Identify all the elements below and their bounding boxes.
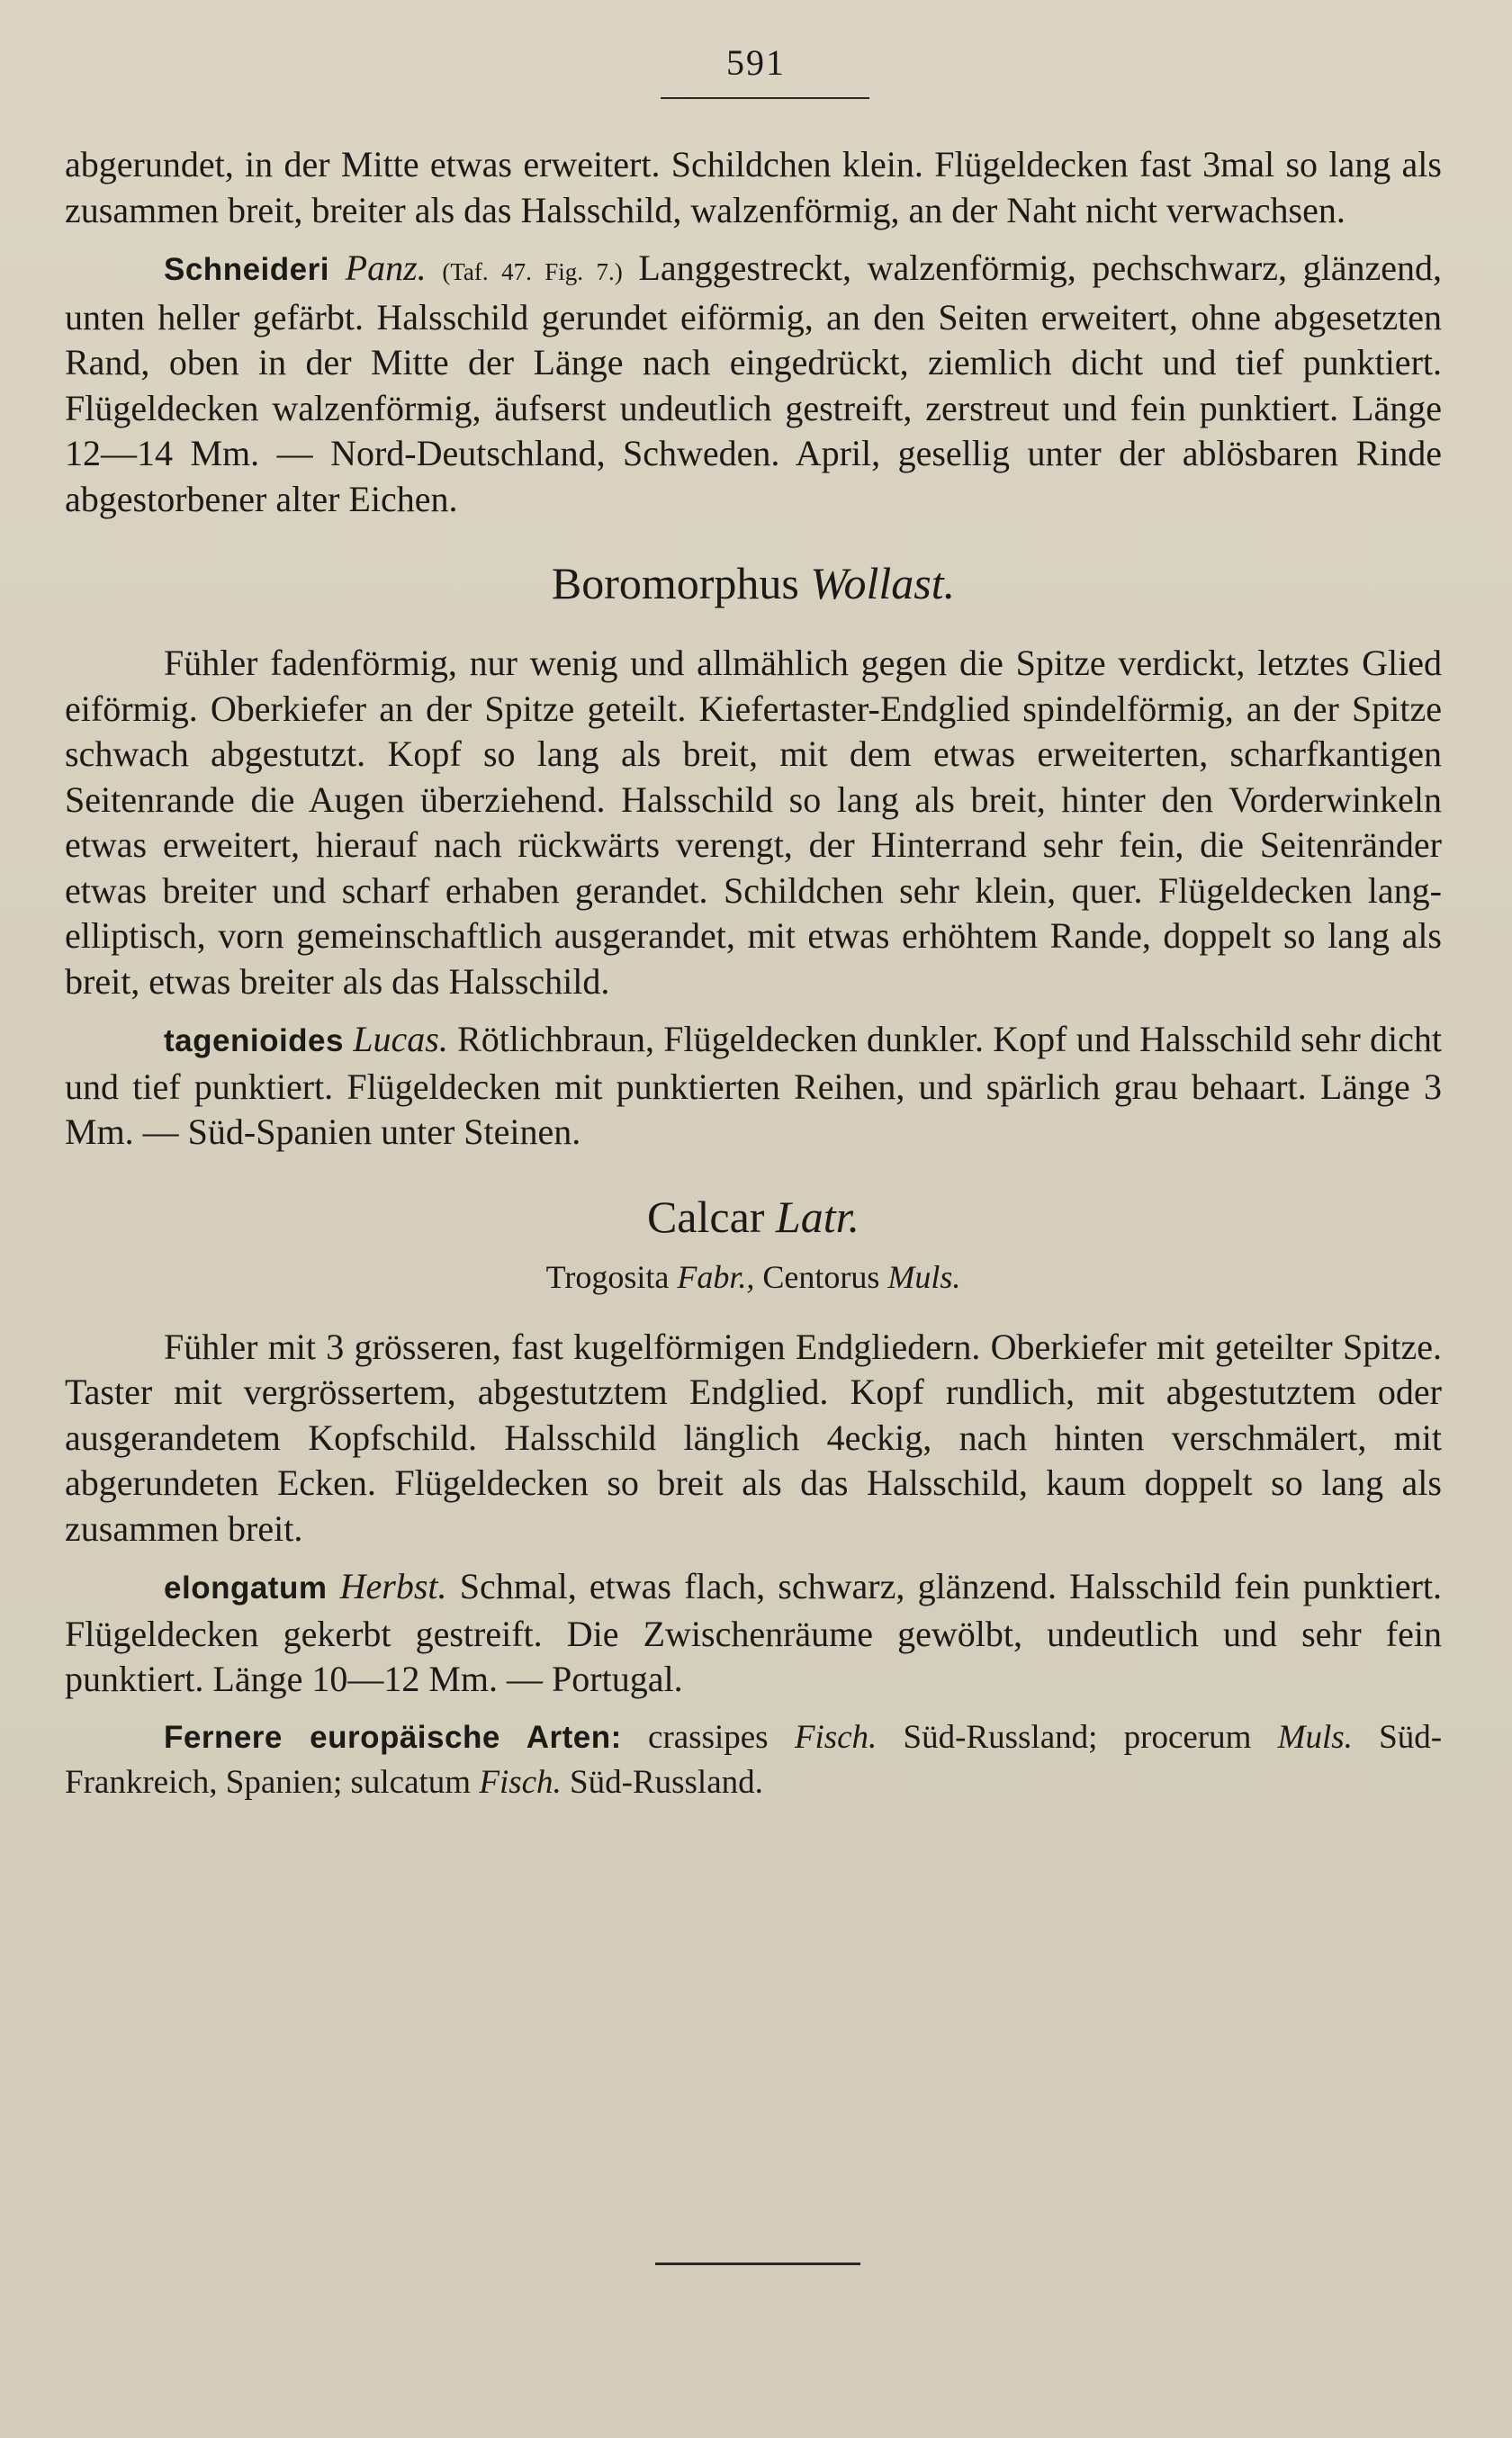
- genus-heading-calcar: [65, 1190, 1442, 1244]
- species-author: Herbst.: [339, 1566, 447, 1606]
- genus-name: Boromorphus: [551, 558, 799, 608]
- genus-author: Latr.: [775, 1191, 860, 1242]
- genus-name: Calcar: [646, 1191, 765, 1242]
- further-species-locality: Süd-Russland; procerum: [903, 1718, 1252, 1756]
- intro-paragraph: abgerundet, in der Mitte etwas erweitert. Schildchen klein. Flügeldecken fast 3mal so lang als zusammen breit, breiter als das Halsschild, walzenförmig, an der Naht nicht verwachsen.: [65, 144, 1442, 230]
- further-species: [65, 1715, 1442, 1806]
- synonym: Trogosita: [545, 1258, 670, 1295]
- species-entry-tagenioides: [65, 1017, 1442, 1156]
- further-species-author: Muls.: [1277, 1718, 1353, 1756]
- further-species-locality: Süd-Russland.: [570, 1764, 763, 1801]
- genus-author: Wollast.: [810, 558, 956, 608]
- header-rule: [661, 97, 869, 99]
- genus-heading-boromorphus: [65, 556, 1442, 610]
- genus-description-calcar: Fühler mit 3 grösseren, fast kugelförmigen Endgliedern. Oberkiefer mit geteilter Spitze. Taster mit vergrössertem, abgestutztem Endglied. Kopf rundlich, mit abgestutztem oder ausgerandetem Kopfschild. Halsschild länglich 4eckig, nach hinten verschmälert, mit abgerundeten Ecken. Flügeldecken so breit als das Halsschild, kaum doppelt so lang als zusammen breit.: [65, 1326, 1442, 1549]
- species-name: tagenioides: [164, 1023, 344, 1058]
- species-name: Schneideri: [164, 252, 329, 287]
- species-author: Panz.: [345, 247, 427, 288]
- plate-reference: (Taf. 47. Fig. 7.): [442, 258, 623, 285]
- genus-synonyms: [65, 1256, 1442, 1298]
- page-number: 591: [726, 42, 786, 83]
- synonym: Centorus: [762, 1258, 880, 1295]
- further-species-label: Fernere europäische Arten:: [164, 1719, 622, 1755]
- species-description: Langgestreckt, walzenförmig, pechschwarz, glänzend, unten heller gefärbt. Halsschild gerundet eiförmig, an den Seiten erweitert, ohne abgesetzten Rand, oben in der Mitte der Länge nach eingedrückt, ziemlich dicht und tief punktiert. Flügeldecken walzenförmig, äufserst undeutlich gestreift, zerstreut und fein punktiert. Länge 12—14 Mm. — Nord-Deutschland, Schweden. April, gesellig unter der ablösbaren Rinde abgestorbener alter Eichen.: [65, 247, 1443, 519]
- genus-description-boromorphus: Fühler fadenförmig, nur wenig und allmählich gegen die Spitze verdickt, letztes Glied eiförmig. Oberkiefer an der Spitze geteilt. Kiefertaster-Endglied spindelförmig, an der Spitze schwach abgestutzt. Kopf so lang als breit, mit dem etwas erweiterten, scharfkantigen Seitenrande die Augen überziehend. Halsschild so lang als breit, hinter den Vorderwinkeln etwas erweitert, hierauf nach rückwärts verengt, der Hinterrand sehr fein, die Seitenränder etwas breiter und scharf erhaben gerandet. Schildchen sehr klein, quer. Flügeldecken lang-elliptisch, vorn gemeinschaftlich ausgerandet, mit etwas erhöhtem Rande, doppelt so lang als breit, etwas breiter als das Halsschild.: [65, 643, 1442, 1002]
- species-description: Rötlichbraun, Flügeldecken dunkler. Kopf und Halsschild sehr dicht und tief punktiert. Flügeldecken mit punktierten Reihen, und spärlich grau behaart. Länge 3 Mm. — Süd-Spanien unter Steinen.: [65, 1019, 1443, 1152]
- further-species-author: Fisch.: [479, 1764, 562, 1801]
- further-species-name: crassipes: [648, 1718, 769, 1756]
- synonym-author: Muls.: [887, 1258, 961, 1295]
- further-species-locality: Süd-Frankreich, Spanien; sulcatum: [65, 1718, 1443, 1801]
- synonym-author: Fabr.,: [677, 1258, 755, 1295]
- further-species-author: Fisch.: [794, 1718, 878, 1756]
- end-rule: [655, 2263, 860, 2265]
- species-entry-schneideri: [65, 246, 1442, 522]
- species-description: Schmal, etwas flach, schwarz, glänzend. Halsschild fein punktiert. Flügeldecken gekerbt gestreift. Die Zwischenräume gewölbt, undeutlich und sehr fein punktiert. Länge 10—12 Mm. — Portugal.: [65, 1566, 1443, 1699]
- page-body: [65, 142, 1442, 1806]
- species-author: Lucas.: [353, 1019, 448, 1059]
- species-entry-elongatum: [65, 1564, 1442, 1703]
- species-name: elongatum: [164, 1570, 328, 1606]
